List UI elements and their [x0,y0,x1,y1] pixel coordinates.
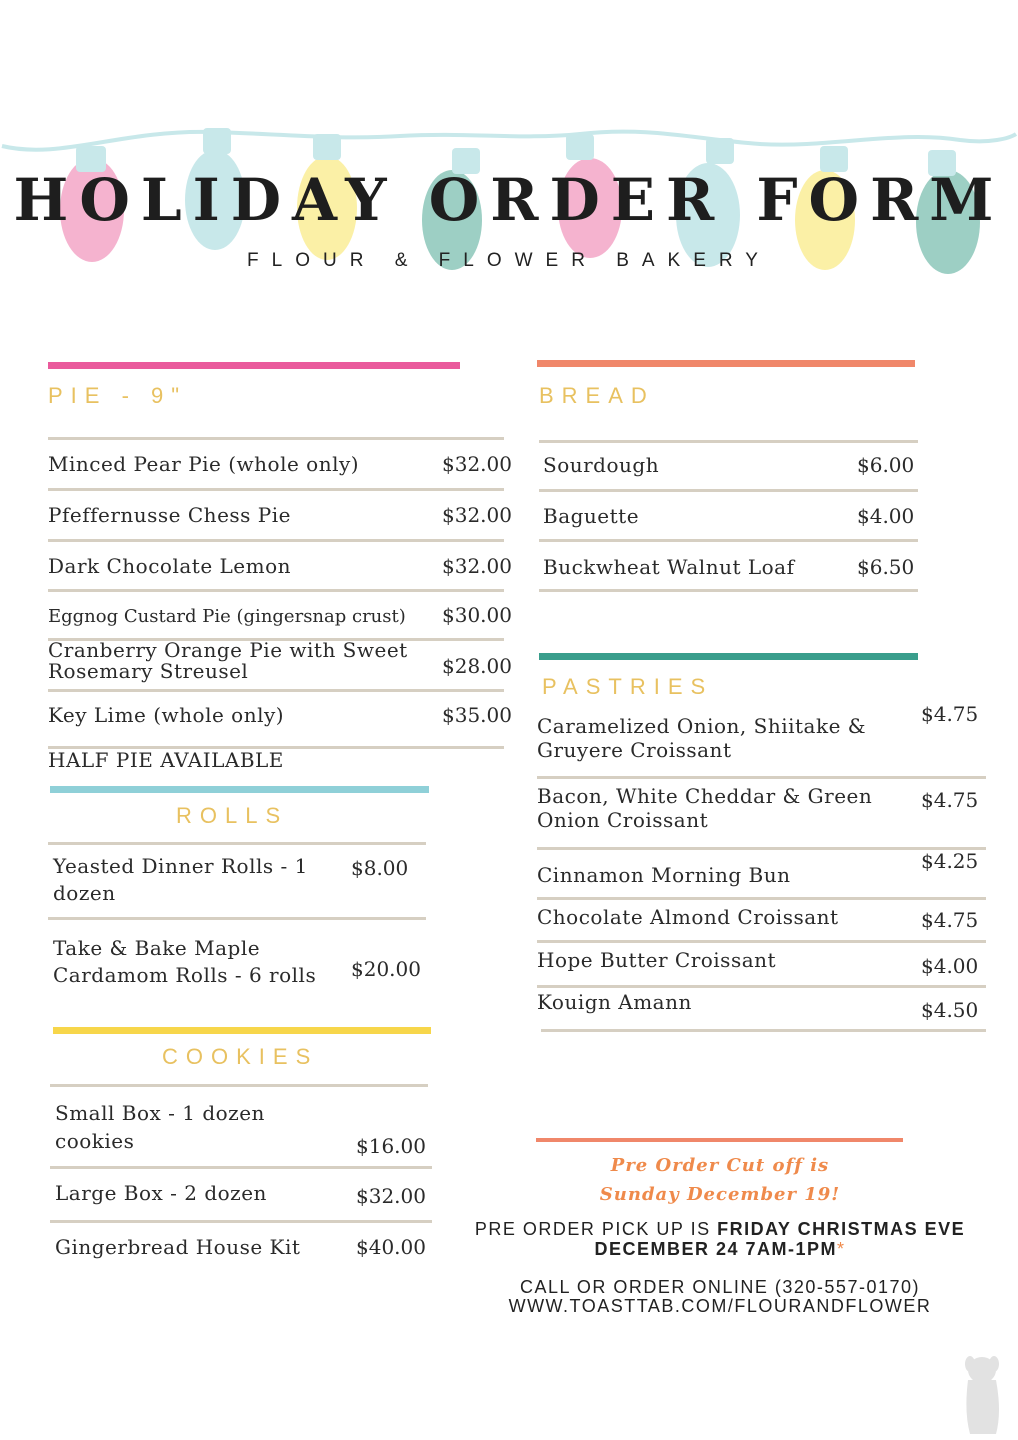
pickup-info [470,1219,970,1259]
menu-item-price: $16.00 [356,1134,426,1158]
menu-item-price: $8.00 [351,856,409,880]
menu-item-name: Sourdough [543,453,660,477]
pickup-date-time: DECEMBER 24 7AM-1PM [594,1239,838,1259]
menu-item-name: Pfeffernusse Chess Pie [48,503,291,527]
menu-item-price: $4.75 [921,788,979,812]
cutoff-notice-line1: Pre Order Cut off is [610,1155,830,1176]
menu-item-price: $30.00 [442,603,512,627]
pie-section-bar [48,362,460,369]
rolls-section-bar [50,786,429,793]
menu-item-price: $32.00 [442,452,512,476]
divider [48,689,504,692]
divider [48,437,504,440]
menu-item-price: $40.00 [356,1235,426,1259]
menu-item-name: Chocolate Almond Croissant [537,905,839,929]
divider [50,1166,432,1169]
cutoff-notice-line2: Sunday December 19! [599,1184,841,1205]
rolls-section-title: ROLLS [176,803,289,828]
contact-website-line: WWW.TOASTTAB.COM/FLOURANDFLOWER [508,1296,932,1316]
divider [541,1029,986,1032]
menu-item-name: Dark Chocolate Lemon [48,554,292,578]
menu-item-name: Bacon, White Cheddar & Green Onion Croissant [537,784,873,832]
menu-item-price: $4.75 [921,908,979,932]
menu-item-name: Minced Pear Pie (whole only) [48,452,360,476]
bread-section-title: BREAD [539,383,655,408]
menu-item-name: Large Box - 2 dozen [55,1181,267,1205]
divider [539,489,918,492]
menu-item-name: Yeasted Dinner Rolls - 1 dozen [53,854,308,905]
divider [50,1220,432,1223]
pickup-day: FRIDAY CHRISTMAS EVE [717,1219,966,1239]
cookies-section-bar [53,1027,431,1034]
divider [48,539,504,542]
divider [537,897,986,900]
divider [537,847,986,850]
pie-section-title: PIE - 9" [48,383,188,408]
pastries-section-title: PASTRIES [542,674,714,699]
divider [539,589,918,592]
menu-item-price: $32.00 [356,1184,426,1208]
divider [50,1084,428,1087]
pastries-section-bar [539,653,918,660]
menu-item-name: Gingerbread House Kit [55,1235,301,1259]
menu-item-price: $4.50 [921,998,979,1022]
divider [539,539,918,542]
menu-item-price: $4.25 [921,849,979,873]
menu-item-name: Baguette [543,504,640,528]
divider [48,917,426,920]
menu-item-name: Buckwheat Walnut Loaf [543,555,795,579]
divider [539,440,918,443]
menu-item-price: $4.00 [857,504,915,528]
dog-watermark-icon [958,1352,1008,1436]
pickup-prefix: PRE ORDER PICK UP IS [474,1219,718,1239]
menu-item-name: Cinnamon Morning Bun [537,863,791,887]
menu-item-price: $35.00 [442,703,512,727]
menu-item-price: $4.75 [921,702,979,726]
divider [537,985,986,988]
half-pie-note: HALF PIE AVAILABLE [48,748,284,772]
menu-item-price: $32.00 [442,503,512,527]
menu-item-name: Caramelized Onion, Shiitake & Gruyere Croissant [537,714,867,762]
menu-item-price: $32.00 [442,554,512,578]
menu-item-price: $4.00 [921,954,979,978]
divider [537,940,986,943]
bread-section-bar [537,360,915,367]
cutoff-divider-bar [536,1138,903,1142]
divider [48,842,426,845]
form-title: HOLIDAY ORDER FORM [13,166,1005,234]
menu-item-name: Small Box - 1 dozen cookies [55,1101,265,1153]
menu-item-price: $20.00 [351,957,421,981]
menu-item-name: Cranberry Orange Pie with Sweet Rosemary Streusel [48,638,408,683]
contact-phone-line: CALL OR ORDER ONLINE (320-557-0170) [520,1277,920,1297]
menu-item-price: $6.00 [857,453,915,477]
menu-item-name: Key Lime (whole only) [48,703,285,727]
menu-item-price: $28.00 [442,654,512,678]
divider [537,776,986,779]
light-string-wire [2,132,1016,150]
menu-item-name: Hope Butter Croissant [537,948,777,972]
menu-item-price: $6.50 [857,555,915,579]
menu-item-name: Eggnog Custard Pie (gingersnap crust) [48,606,406,627]
bakery-name: FLOUR & FLOWER BAKERY [247,250,771,271]
cookies-section-title: COOKIES [162,1044,319,1069]
pickup-asterisk: * [837,1239,846,1259]
menu-item-name: Take & Bake Maple Cardamom Rolls - 6 rolls [53,936,317,987]
menu-item-name: Kouign Amann [537,990,692,1014]
divider [48,488,504,491]
divider [48,589,504,592]
